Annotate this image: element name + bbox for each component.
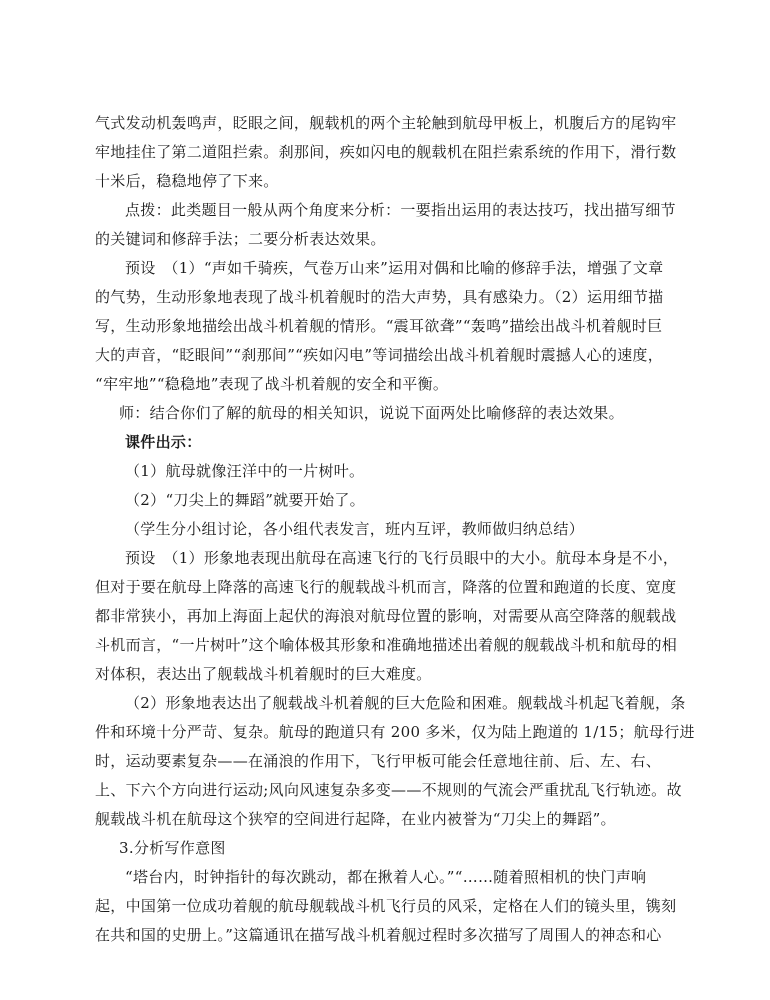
text-line: 3.分析写作意图 xyxy=(119,839,226,857)
text-line: 牢地挂住了第二道阻拦索。刹那间，疾如闪电的舰载机在阻拦索系统的作用下，滑行数 xyxy=(95,143,677,161)
text-line: 气式发动机轰鸣声，眨眼之间，舰载机的两个主轮触到航母甲板上，机腹后方的尾钩牢 xyxy=(95,114,677,132)
document-page xyxy=(95,110,695,951)
text-line: （1）航母就像汪洋中的一片树叶。 xyxy=(125,462,365,480)
text-line: （2）形象地表达出了舰载战斗机着舰的巨大危险和困难。舰载战斗机起飞着舰，条 xyxy=(125,694,686,712)
text-line: 点拨：此类题目一般从两个角度来分析：一要指出运用的表达技巧，找出描写细节 xyxy=(125,201,676,219)
text-line: 的气势，生动形象地表现了战斗机着舰时的浩大声势，具有感染力。（2）运用细节描 xyxy=(95,288,664,306)
text-line: （2）“刀尖上的舞蹈”就要开始了。 xyxy=(125,491,365,509)
text-line: 大的声音，“眨眼间”“刹那间”“疾如闪电”等词描绘出战斗机着舰时震撼人心的速度， xyxy=(95,346,664,364)
text-line: 都非常狭小，再加上海面上起伏的海浪对航母位置的影响，对需要从高空降落的舰载战 xyxy=(95,607,677,625)
text-line: 预设 （1）形象地表现出航母在高速飞行的飞行员眼中的大小。航母本身是不小， xyxy=(125,549,679,567)
text-line: 对体积，表达出了舰载战斗机着舰时的巨大难度。 xyxy=(95,665,432,683)
text-line: 师：结合你们了解的航母的相关知识，说说下面两处比喻修辞的表达效果。 xyxy=(119,404,624,422)
text-line: 件和环境十分严苛、复杂。航母的跑道只有 200 多米，仅为陆上跑道的 1/15；航母行进 xyxy=(95,723,695,741)
text-line: （学生分小组讨论，各小组代表发言，班内互评，教师做归纳总结） xyxy=(125,520,585,538)
text-line: “牢牢地”“稳稳地”表现了战斗机着舰的安全和平衡。 xyxy=(95,375,449,393)
text-line: 预设 （1）“声如千骑疾，气卷万山来”运用对偶和比喻的修辞手法，增强了文章 xyxy=(125,259,664,277)
text-line: 斗机而言，“一片树叶”这个喻体极其形象和准确地描述出着舰的舰载战斗机和航母的相 xyxy=(95,636,678,654)
text-line: 上、下六个方向进行运动;风向风速复杂多变——不规则的气流会严重扰乱飞行轨迹。故 xyxy=(95,781,682,799)
text-line: 的关键词和修辞手法；二要分析表达效果。 xyxy=(95,230,386,248)
text-line: 时，运动要素复杂——在涌浪的作用下，飞行甲板可能会任意地往前、后、左、右、 xyxy=(95,752,662,770)
text-line: 但对于要在航母上降落的高速飞行的舰载战斗机而言，降落的位置和跑道的长度、宽度 xyxy=(95,578,677,596)
text-line: 十米后，稳稳地停了下来。 xyxy=(95,172,279,190)
text-line: 写，生动形象地描绘出战斗机着舰的情形。“震耳欲聋”“轰鸣”描绘出战斗机着舰时巨 xyxy=(95,317,663,335)
text-line: 在共和国的史册上。”这篇通讯在描写战斗机着舰过程时多次描写了周围人的神态和心 xyxy=(95,926,662,944)
text-line: “塔台内，时钟指针的每次跳动，都在揪着人心。”“……随着照相机的快门声响 xyxy=(125,868,647,886)
text-line: 起，中国第一位成功着舰的航母舰载战斗机飞行员的风采，定格在人们的镜头里，镌刻 xyxy=(95,897,677,915)
text-line: 课件出示： xyxy=(125,433,202,451)
text-line: 舰载战斗机在航母这个狭窄的空间进行起降，在业内被誉为“刀尖上的舞蹈”。 xyxy=(95,810,616,828)
